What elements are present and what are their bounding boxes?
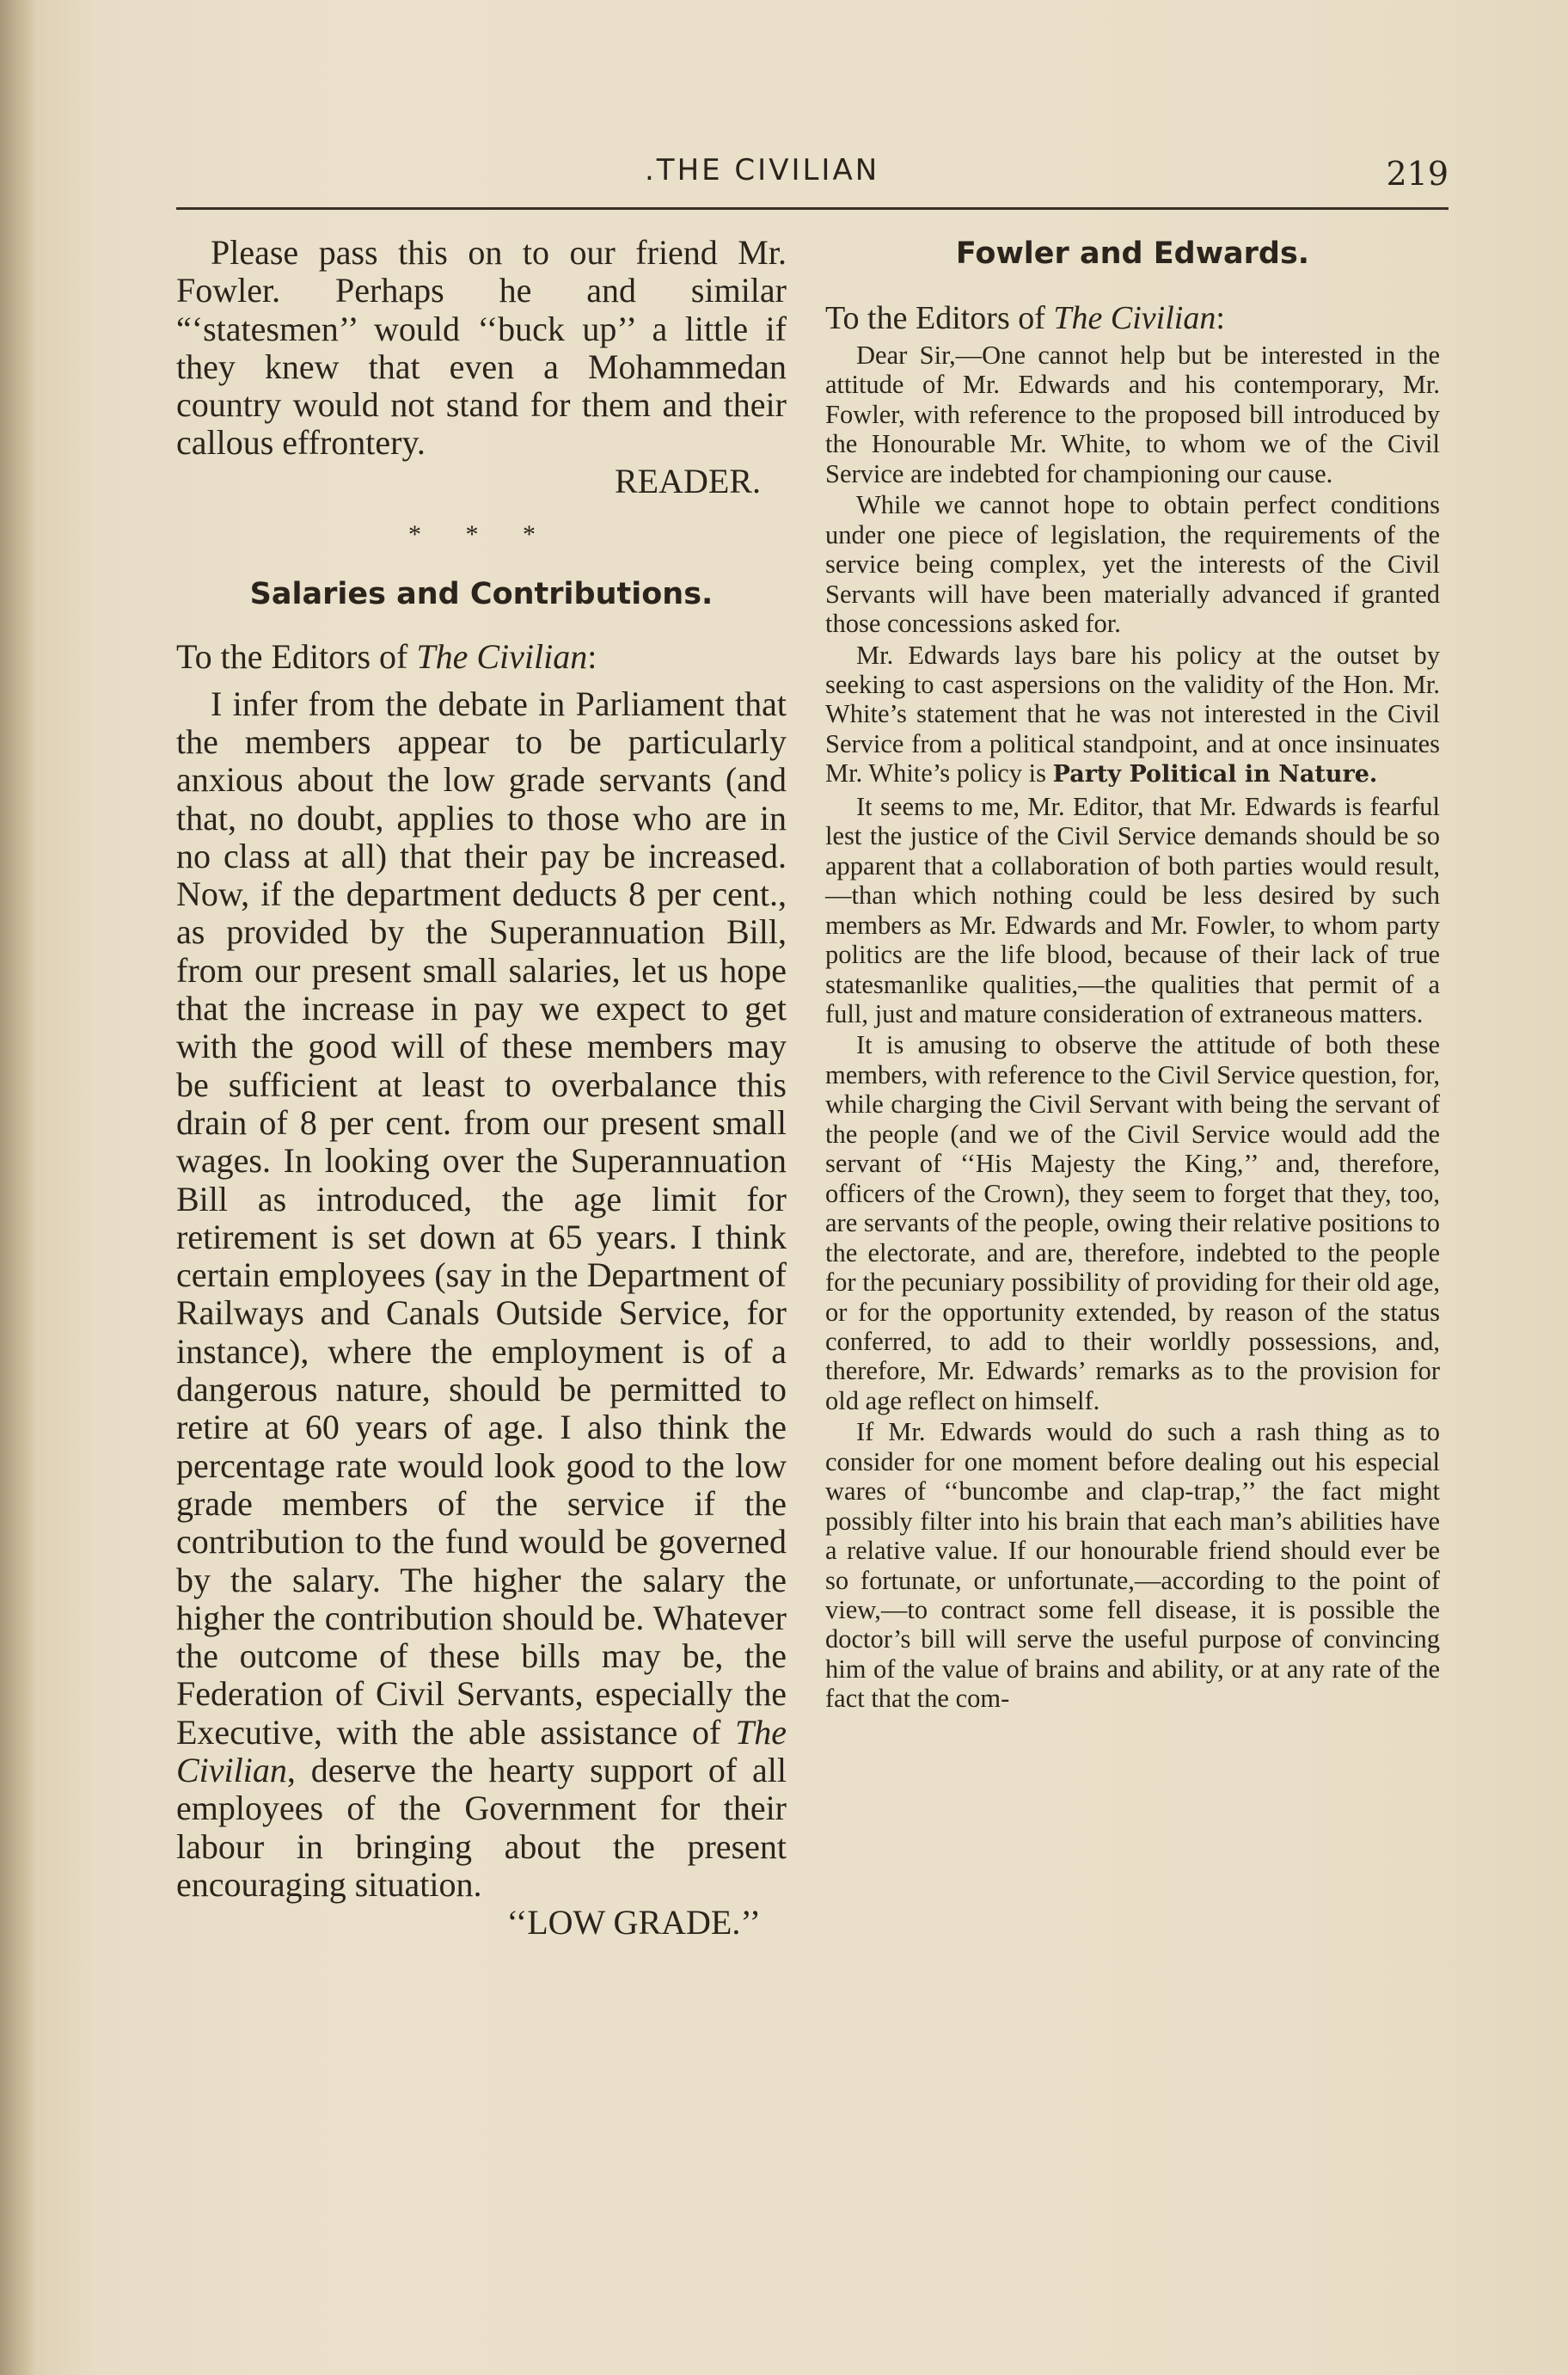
letter-paragraph-1: Dear Sir,—One cannot help but be interested in the attitude of Mr. Edwards and his contemporary, Mr. Fowler, with reference to the proposed bill introduced by the Honourable Mr. White, to whom we of the Civil Service are indebted for championing our cause. bbox=[825, 341, 1440, 488]
book-spine-shadow bbox=[0, 0, 36, 2375]
page-number: 219 bbox=[1386, 155, 1449, 193]
running-title: .THE CIVILIAN bbox=[645, 153, 880, 187]
running-header bbox=[176, 153, 1449, 196]
paragraph-3-bold: Party Political in Nature. bbox=[1052, 761, 1378, 789]
paragraph-3-text: Mr. Edwards lays bare his policy at the outset by seeking to cast aspersions on the validity of the Hon. Mr. White’s statement that he was not interested in the Civil Service from a political standpoint, and at once insinuates Mr. White’s policy is bbox=[825, 640, 1440, 789]
article-signature: ‘‘LOW GRADE.’’ bbox=[506, 1903, 761, 1942]
salutation-suffix: : bbox=[587, 637, 597, 677]
article-text-part-1: I infer from the debate in Parliament that the members appear to be particularly anxious about the low grade servants (and that, no doubt, applies to those who are in no class at all) that their pay be increased. Now, if the department deducts 8 per cent., as provided by the Superannuation Bill, from our present small salaries, let us hope that the increase in pay we expect to get with the good will of these members may be sufficient at least to overbalance this drain of 8 per cent. from our present small wages. In looking over the Superannuation Bill as introduced, the age limit for retirement is set down at 65 years. I think certain employees (say in the Department of Railways and Canals Outside Service, for instance), where the employment is of a dangerous nature, should be permitted to retire at 60 years of age. I also think the percentage rate would look good to the low grade members of the service if the contribution to the fund would be governed by the salary. The higher the salary the higher the contribution should be. Whatever the outcome of these bills may be, the Federation of Civil Servants, especially the Executive, with the able assistance of bbox=[176, 684, 787, 1752]
right-column bbox=[825, 234, 1440, 1714]
letter-paragraph-5: It is amusing to observe the attitude of both these members, with reference to the Civil Service question, for, while charging the Civil Servant with being the servant of the people (and we of the Civil Service would add the servant of ‘‘His Majesty the King,’’ and, therefore, officers of the Crown), they seem to forget that they, too, are servants of the people, owing their relative positions to the electorate, and are, therefore, indebted to the people for the pecuniary possibility of providing for their old age, or for the opportunity extended, by reason of the status conferred, to add to their worldly possessions, and, therefore, Mr. Edwards’ remarks as to the provision for old age reflect on himself. bbox=[825, 1030, 1440, 1415]
letter-paragraph-3 bbox=[825, 641, 1440, 790]
letter-paragraph-4: It seems to me, Mr. Editor, that Mr. Edwards is fearful lest the justice of the Civil Service demands should be so apparent that a collaboration of both parties would result,—than which nothing could be less desired by such members as Mr. Edwards and Mr. Fowler, to whom party politics are the life blood, because of their lack of true statesmanlike qualities,—the qualities that permit of a full, just and mature consideration of extraneous matters. bbox=[825, 791, 1440, 1028]
article-heading: Salaries and Contributions. bbox=[249, 577, 714, 612]
letter-body: Please pass this on to our friend Mr. Fowler. Perhaps he and similar “‘statesmen’’ would ‘‘buck up’’ a little if they knew that even a Mohammedan country would not stand for them and their callous effrontery. bbox=[176, 233, 787, 463]
article-salutation bbox=[176, 638, 787, 676]
salutation-prefix: To the Editors of bbox=[176, 637, 417, 677]
letter-heading: Fowler and Edwards. bbox=[955, 236, 1310, 271]
article-paragraph bbox=[176, 685, 787, 1905]
header-rule bbox=[176, 207, 1449, 210]
article-text-part-2: , deserve the hearty support of all employees of the Government for their labour in bringing about the present encouraging situation. bbox=[176, 1750, 787, 1904]
letter-salutation bbox=[825, 299, 1440, 337]
letter-paragraph-2: While we cannot hope to obtain perfect conditions under one piece of legislation, the requirements of the service being complex, yet the interests of the Civil Servants will have been materially advanced if granted those concessions asked for. bbox=[825, 490, 1440, 639]
publication-name: The Civilian bbox=[416, 637, 588, 677]
publication-name: The Civilian bbox=[1053, 300, 1216, 336]
salutation-suffix: : bbox=[1216, 300, 1225, 336]
letter-paragraph-6: If Mr. Edwards would do such a rash thing as to consider for one moment before dealing out his especial wares of ‘‘buncombe and clap-trap,’’ the fact might possibly filter into his brain that each man’s abilities have a relative value. If our honourable friend should ever be so fortunate, or unfortunate,—according to the point of view,—to contract some fell disease, it is possible the doctor’s bill will serve the useful purpose of convincing him of the value of brains and ability, or at any rate of the fact that the com- bbox=[825, 1417, 1440, 1714]
salutation-prefix: To the Editors of bbox=[825, 300, 1054, 336]
section-separator: * * * bbox=[408, 520, 554, 549]
publication-name-inline: The Civilian bbox=[176, 1712, 787, 1789]
left-column bbox=[176, 234, 787, 1942]
letter-signature: READER. bbox=[615, 461, 761, 500]
article-body bbox=[176, 685, 787, 1905]
